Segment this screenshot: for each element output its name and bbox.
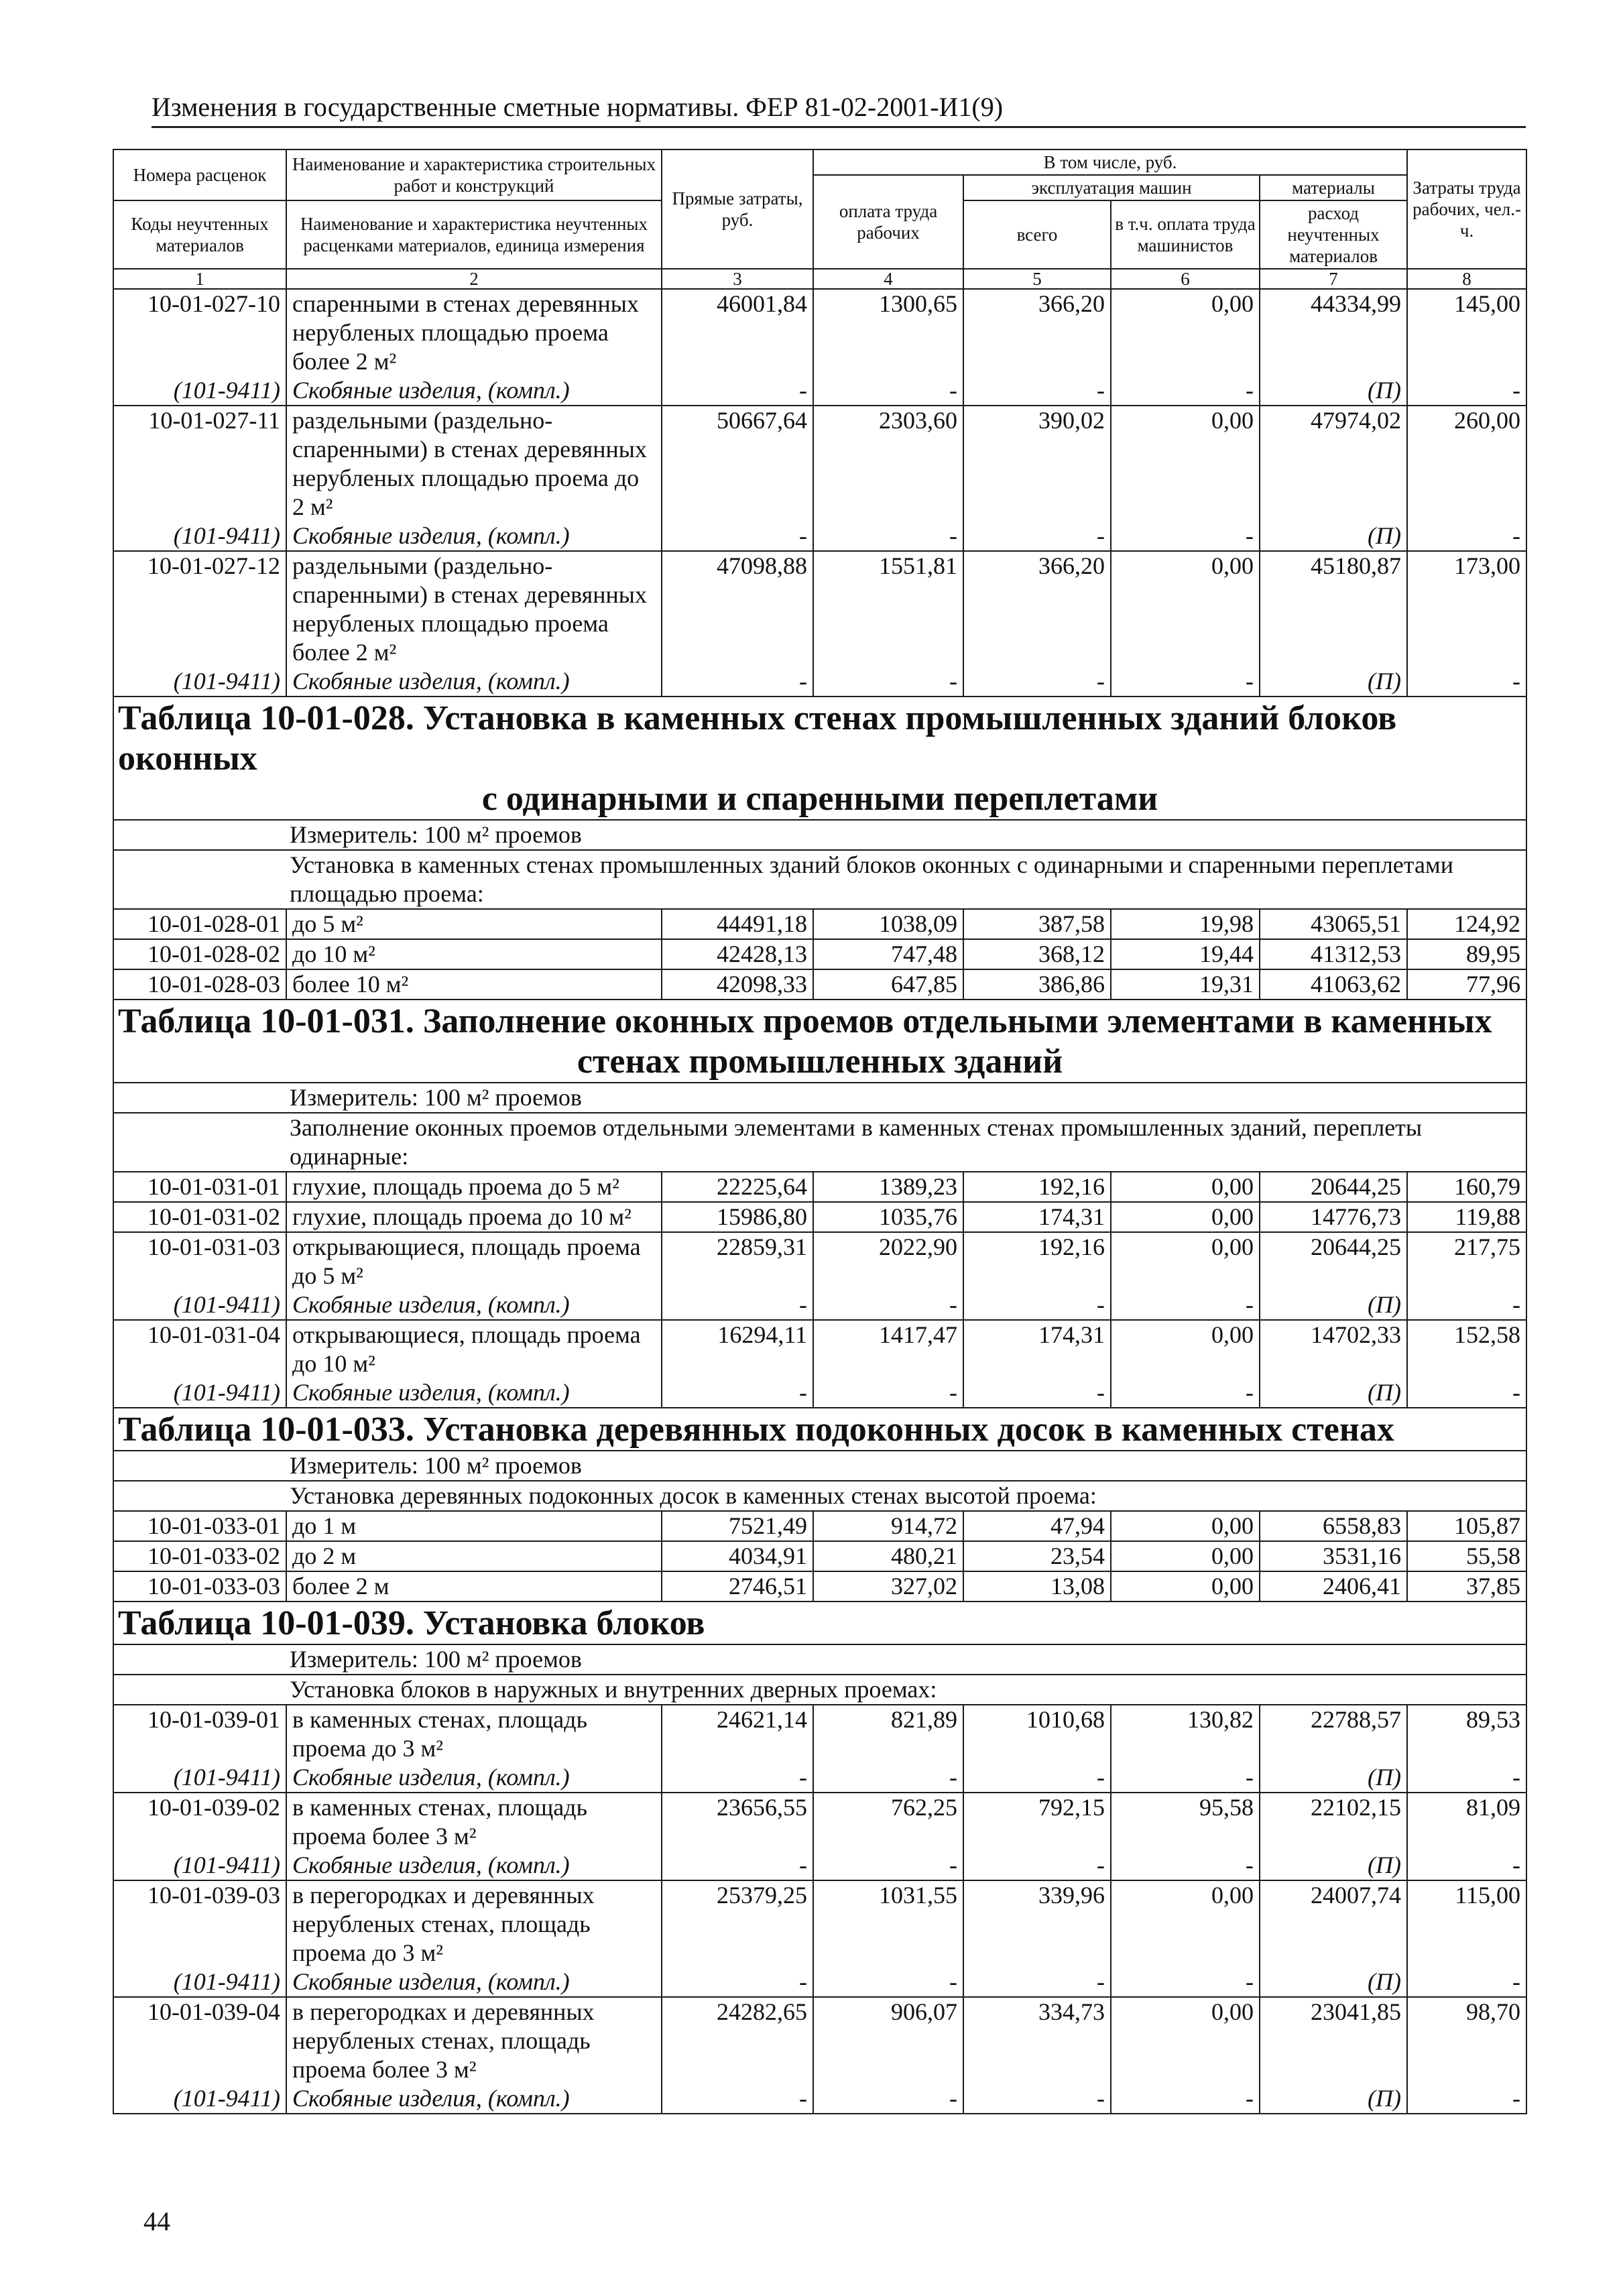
header-direct-costs: Прямые затраты, руб. bbox=[662, 149, 813, 269]
worker-pay: - bbox=[813, 1378, 963, 1408]
page-number: 44 bbox=[143, 2206, 170, 2236]
intro-row bbox=[113, 1481, 1526, 1511]
labor-hours: 81,09 bbox=[1407, 1793, 1526, 1851]
materials-cost: 20644,25 bbox=[1260, 1172, 1407, 1202]
worker-pay: 1300,65 bbox=[813, 289, 963, 376]
column-number: 1 bbox=[113, 269, 286, 289]
worker-pay: - bbox=[813, 1851, 963, 1880]
running-header: Изменения в государственные сметные нормативы. ФЕР 81-02-2001-И1(9) bbox=[152, 92, 1004, 122]
machines-total: - bbox=[963, 1378, 1111, 1408]
table-title-row bbox=[113, 697, 1526, 820]
machinist-pay: 0,00 bbox=[1111, 406, 1260, 522]
table-body bbox=[113, 289, 1526, 2114]
materials-cost: 6558,83 bbox=[1260, 1511, 1407, 1541]
labor-hours: 89,95 bbox=[1407, 939, 1526, 969]
materials-cost: (П) bbox=[1260, 2084, 1407, 2114]
table-title-row bbox=[113, 1602, 1526, 1644]
machines-total: 174,31 bbox=[963, 1202, 1111, 1232]
rate-code: 10-01-031-03 bbox=[113, 1232, 286, 1290]
table-title-line: Таблица 10-01-031. Заполнение оконных проемов отдельными элементами в каменных bbox=[118, 1002, 1492, 1040]
worker-pay: 821,89 bbox=[813, 1705, 963, 1763]
machinist-pay: - bbox=[1111, 2084, 1260, 2114]
direct-costs: 2746,51 bbox=[662, 1571, 813, 1602]
column-number: 2 bbox=[286, 269, 662, 289]
labor-hours: 115,00 bbox=[1407, 1880, 1526, 1968]
machinist-pay: 0,00 bbox=[1111, 289, 1260, 376]
header-rule bbox=[152, 126, 1526, 128]
machinist-pay: 0,00 bbox=[1111, 1571, 1260, 1602]
machinist-pay: 0,00 bbox=[1111, 1541, 1260, 1571]
labor-hours: - bbox=[1407, 667, 1526, 697]
header-worker-pay: оплата труда рабочих bbox=[813, 175, 963, 269]
direct-costs: - bbox=[662, 1968, 813, 1997]
worker-pay: 647,85 bbox=[813, 969, 963, 1000]
materials-cost: 24007,74 bbox=[1260, 1880, 1407, 1968]
labor-hours: - bbox=[1407, 1763, 1526, 1793]
material-code: (101-9411) bbox=[113, 1290, 286, 1320]
work-group-description: Заполнение оконных проемов отдельными элементами в каменных стенах промышленных зданий, переплеты одинарные: bbox=[113, 1113, 1526, 1172]
machines-total: 386,86 bbox=[963, 969, 1111, 1000]
materials-cost: 45180,87 bbox=[1260, 551, 1407, 667]
materials-cost: (П) bbox=[1260, 1968, 1407, 1997]
rate-code: 10-01-031-04 bbox=[113, 1320, 286, 1378]
materials-cost: 2406,41 bbox=[1260, 1571, 1407, 1602]
direct-costs: 44491,18 bbox=[662, 909, 813, 939]
machinist-pay: 0,00 bbox=[1111, 1232, 1260, 1290]
machines-total: 334,73 bbox=[963, 1997, 1111, 2084]
table-title-line: Таблица 10-01-028. Установка в каменных стенах промышленных зданий блоков оконных bbox=[118, 699, 1397, 778]
worker-pay: 762,25 bbox=[813, 1793, 963, 1851]
material-code: (101-9411) bbox=[113, 376, 286, 406]
direct-costs: - bbox=[662, 1290, 813, 1320]
measure-row bbox=[113, 820, 1526, 850]
machinist-pay: - bbox=[1111, 1851, 1260, 1880]
worker-pay: - bbox=[813, 522, 963, 551]
direct-costs: 42098,33 bbox=[662, 969, 813, 1000]
rate-row bbox=[113, 1172, 1526, 1202]
rate-code: 10-01-039-01 bbox=[113, 1705, 286, 1763]
materials-cost: 47974,02 bbox=[1260, 406, 1407, 522]
direct-costs: 22225,64 bbox=[662, 1172, 813, 1202]
rate-row bbox=[113, 289, 1526, 376]
measure-row bbox=[113, 1451, 1526, 1481]
rate-code: 10-01-039-03 bbox=[113, 1880, 286, 1968]
work-name: открывающиеся, площадь проема до 10 м² bbox=[286, 1320, 662, 1378]
direct-costs: 24621,14 bbox=[662, 1705, 813, 1763]
materials-cost: 22102,15 bbox=[1260, 1793, 1407, 1851]
labor-hours: 98,70 bbox=[1407, 1997, 1526, 2084]
material-row bbox=[113, 522, 1526, 551]
work-name: до 10 м² bbox=[286, 939, 662, 969]
work-name: более 10 м² bbox=[286, 969, 662, 1000]
materials-cost: 43065,51 bbox=[1260, 909, 1407, 939]
machinist-pay: 130,82 bbox=[1111, 1705, 1260, 1763]
direct-costs: 46001,84 bbox=[662, 289, 813, 376]
material-row bbox=[113, 667, 1526, 697]
rate-code: 10-01-033-03 bbox=[113, 1571, 286, 1602]
column-number: 8 bbox=[1407, 269, 1526, 289]
labor-hours: - bbox=[1407, 1851, 1526, 1880]
work-name: до 5 м² bbox=[286, 909, 662, 939]
materials-cost: (П) bbox=[1260, 376, 1407, 406]
work-name: в перегородках и деревянных нерубленых стенах, площадь проема более 3 м² bbox=[286, 1997, 662, 2084]
column-number-row bbox=[113, 269, 1526, 289]
machines-total: 13,08 bbox=[963, 1571, 1111, 1602]
labor-hours: 160,79 bbox=[1407, 1172, 1526, 1202]
work-group-description: Установка деревянных подоконных досок в каменных стенах высотой проема: bbox=[113, 1481, 1526, 1511]
column-number: 4 bbox=[813, 269, 963, 289]
header-material-names: Наименование и характеристика неучтенных расценками материалов, единица измерения bbox=[286, 200, 662, 269]
materials-cost: (П) bbox=[1260, 1290, 1407, 1320]
table-title-line: стенах промышленных зданий bbox=[577, 1042, 1063, 1081]
table-title bbox=[113, 697, 1526, 820]
table-title-row bbox=[113, 1000, 1526, 1083]
rate-row bbox=[113, 406, 1526, 522]
worker-pay: 2303,60 bbox=[813, 406, 963, 522]
header-machines-total: всего bbox=[963, 200, 1111, 269]
machines-total: - bbox=[963, 667, 1111, 697]
direct-costs: - bbox=[662, 667, 813, 697]
direct-costs: 24282,65 bbox=[662, 1997, 813, 2084]
machinist-pay: 0,00 bbox=[1111, 1880, 1260, 1968]
work-name: раздельными (раздельно-спаренными) в стенах деревянных нерубленых площадью проема более 2 м² bbox=[286, 551, 662, 667]
direct-costs: - bbox=[662, 2084, 813, 2114]
material-name: Скобяные изделия, (компл.) bbox=[286, 1290, 662, 1320]
rates-table bbox=[113, 149, 1527, 2114]
machines-total: 387,58 bbox=[963, 909, 1111, 939]
worker-pay: - bbox=[813, 1763, 963, 1793]
worker-pay: 1035,76 bbox=[813, 1202, 963, 1232]
direct-costs: - bbox=[662, 1763, 813, 1793]
direct-costs: - bbox=[662, 1378, 813, 1408]
material-row bbox=[113, 1763, 1526, 1793]
materials-cost: 44334,99 bbox=[1260, 289, 1407, 376]
labor-hours: 37,85 bbox=[1407, 1571, 1526, 1602]
material-code: (101-9411) bbox=[113, 667, 286, 697]
material-code: (101-9411) bbox=[113, 522, 286, 551]
machines-total: - bbox=[963, 376, 1111, 406]
worker-pay: 1031,55 bbox=[813, 1880, 963, 1968]
direct-costs: 50667,64 bbox=[662, 406, 813, 522]
machines-total: 368,12 bbox=[963, 939, 1111, 969]
labor-hours: - bbox=[1407, 1378, 1526, 1408]
worker-pay: - bbox=[813, 667, 963, 697]
intro-row bbox=[113, 1675, 1526, 1705]
machines-total: - bbox=[963, 1763, 1111, 1793]
machines-total: 366,20 bbox=[963, 551, 1111, 667]
direct-costs: 4034,91 bbox=[662, 1541, 813, 1571]
work-group-description: Установка в каменных стенах промышленных зданий блоков оконных с одинарными и спаренными переплетами площадью проема: bbox=[113, 850, 1526, 909]
table-title bbox=[113, 1602, 1526, 1644]
header-machine-operation: эксплуатация машин bbox=[963, 175, 1260, 200]
material-name: Скобяные изделия, (компл.) bbox=[286, 667, 662, 697]
header-machinist-pay: в т.ч. оплата труда машинистов bbox=[1111, 200, 1260, 269]
rate-code: 10-01-039-02 bbox=[113, 1793, 286, 1851]
labor-hours: 89,53 bbox=[1407, 1705, 1526, 1763]
intro-row bbox=[113, 850, 1526, 909]
rate-row bbox=[113, 1571, 1526, 1602]
rate-row bbox=[113, 1232, 1526, 1290]
measure-unit: Измеритель: 100 м² проемов bbox=[113, 1083, 1526, 1113]
direct-costs: - bbox=[662, 1851, 813, 1880]
materials-cost: 14702,33 bbox=[1260, 1320, 1407, 1378]
machinist-pay: - bbox=[1111, 376, 1260, 406]
worker-pay: 906,07 bbox=[813, 1997, 963, 2084]
labor-hours: 119,88 bbox=[1407, 1202, 1526, 1232]
labor-hours: - bbox=[1407, 1968, 1526, 1997]
column-number: 5 bbox=[963, 269, 1111, 289]
machines-total: 366,20 bbox=[963, 289, 1111, 376]
machines-total: 339,96 bbox=[963, 1880, 1111, 1968]
work-group-description: Установка блоков в наружных и внутренних дверных проемах: bbox=[113, 1675, 1526, 1705]
rate-code: 10-01-027-10 bbox=[113, 289, 286, 376]
measure-unit: Измеритель: 100 м² проемов bbox=[113, 1451, 1526, 1481]
worker-pay: 1389,23 bbox=[813, 1172, 963, 1202]
labor-hours: 77,96 bbox=[1407, 969, 1526, 1000]
worker-pay: 1551,81 bbox=[813, 551, 963, 667]
materials-cost: (П) bbox=[1260, 522, 1407, 551]
worker-pay: - bbox=[813, 376, 963, 406]
materials-cost: (П) bbox=[1260, 1763, 1407, 1793]
header-labor-hours: Затраты труда рабочих, чел.-ч. bbox=[1407, 149, 1526, 269]
worker-pay: - bbox=[813, 2084, 963, 2114]
rate-code: 10-01-027-12 bbox=[113, 551, 286, 667]
labor-hours: 173,00 bbox=[1407, 551, 1526, 667]
rate-row bbox=[113, 1880, 1526, 1968]
machinist-pay: - bbox=[1111, 1378, 1260, 1408]
direct-costs: 15986,80 bbox=[662, 1202, 813, 1232]
work-name: раздельными (раздельно-спаренными) в стенах деревянных нерубленых площадью проема до 2 м² bbox=[286, 406, 662, 522]
worker-pay: - bbox=[813, 1290, 963, 1320]
machines-total: 47,94 bbox=[963, 1511, 1111, 1541]
rate-code: 10-01-031-01 bbox=[113, 1172, 286, 1202]
materials-cost: 20644,25 bbox=[1260, 1232, 1407, 1290]
machinist-pay: 95,58 bbox=[1111, 1793, 1260, 1851]
worker-pay: 1417,47 bbox=[813, 1320, 963, 1378]
worker-pay: 1038,09 bbox=[813, 909, 963, 939]
intro-row bbox=[113, 1113, 1526, 1172]
machines-total: 23,54 bbox=[963, 1541, 1111, 1571]
machines-total: 1010,68 bbox=[963, 1705, 1111, 1763]
material-name: Скобяные изделия, (компл.) bbox=[286, 522, 662, 551]
worker-pay: 480,21 bbox=[813, 1541, 963, 1571]
column-number: 3 bbox=[662, 269, 813, 289]
labor-hours: 124,92 bbox=[1407, 909, 1526, 939]
machinist-pay: 0,00 bbox=[1111, 1172, 1260, 1202]
work-name: в каменных стенах, площадь проема до 3 м² bbox=[286, 1705, 662, 1763]
materials-cost: (П) bbox=[1260, 1851, 1407, 1880]
labor-hours: 55,58 bbox=[1407, 1541, 1526, 1571]
worker-pay: 327,02 bbox=[813, 1571, 963, 1602]
material-code: (101-9411) bbox=[113, 1763, 286, 1793]
rate-row bbox=[113, 969, 1526, 1000]
machinist-pay: 19,98 bbox=[1111, 909, 1260, 939]
materials-cost: (П) bbox=[1260, 667, 1407, 697]
rate-row bbox=[113, 1705, 1526, 1763]
rate-row bbox=[113, 909, 1526, 939]
column-number: 7 bbox=[1260, 269, 1407, 289]
machines-total: - bbox=[963, 522, 1111, 551]
material-row bbox=[113, 2084, 1526, 2114]
work-name: спаренными в стенах деревянных нерубленых площадью проема более 2 м² bbox=[286, 289, 662, 376]
header-material-codes: Коды неучтенных материалов bbox=[113, 200, 286, 269]
worker-pay: 2022,90 bbox=[813, 1232, 963, 1290]
header-rate-numbers: Номера расценок bbox=[113, 149, 286, 200]
material-code: (101-9411) bbox=[113, 1968, 286, 1997]
machinist-pay: 0,00 bbox=[1111, 1202, 1260, 1232]
materials-cost: 41312,53 bbox=[1260, 939, 1407, 969]
table-title-line: с одинарными и спаренными переплетами bbox=[481, 780, 1158, 818]
rate-row bbox=[113, 1541, 1526, 1571]
machinist-pay: - bbox=[1111, 1968, 1260, 1997]
machines-total: 174,31 bbox=[963, 1320, 1111, 1378]
rate-code: 10-01-028-02 bbox=[113, 939, 286, 969]
work-name: более 2 м bbox=[286, 1571, 662, 1602]
material-code: (101-9411) bbox=[113, 1851, 286, 1880]
material-code: (101-9411) bbox=[113, 2084, 286, 2114]
material-row bbox=[113, 1378, 1526, 1408]
material-code: (101-9411) bbox=[113, 1378, 286, 1408]
measure-row bbox=[113, 1083, 1526, 1113]
material-row bbox=[113, 1851, 1526, 1880]
rate-code: 10-01-033-02 bbox=[113, 1541, 286, 1571]
material-name: Скобяные изделия, (компл.) bbox=[286, 1851, 662, 1880]
machines-total: - bbox=[963, 1290, 1111, 1320]
direct-costs: 47098,88 bbox=[662, 551, 813, 667]
materials-cost: (П) bbox=[1260, 1378, 1407, 1408]
labor-hours: 105,87 bbox=[1407, 1511, 1526, 1541]
work-name: до 2 м bbox=[286, 1541, 662, 1571]
machines-total: 792,15 bbox=[963, 1793, 1111, 1851]
machines-total: - bbox=[963, 2084, 1111, 2114]
work-name: открывающиеся, площадь проема до 5 м² bbox=[286, 1232, 662, 1290]
direct-costs: - bbox=[662, 376, 813, 406]
rate-code: 10-01-028-03 bbox=[113, 969, 286, 1000]
work-name: глухие, площадь проема до 10 м² bbox=[286, 1202, 662, 1232]
material-name: Скобяные изделия, (компл.) bbox=[286, 1378, 662, 1408]
column-number: 6 bbox=[1111, 269, 1260, 289]
material-row bbox=[113, 1968, 1526, 1997]
table-title bbox=[113, 1408, 1526, 1451]
table-header bbox=[113, 149, 1526, 289]
materials-cost: 23041,85 bbox=[1260, 1997, 1407, 2084]
labor-hours: 217,75 bbox=[1407, 1232, 1526, 1290]
table-title-line: Таблица 10-01-039. Установка блоков bbox=[118, 1604, 705, 1642]
machines-total: - bbox=[963, 1968, 1111, 1997]
header-group-including: В том числе, руб. bbox=[813, 149, 1407, 175]
header-unaccounted-materials: расход неучтенных материалов bbox=[1260, 200, 1407, 269]
work-name: в каменных стенах, площадь проема более 3 м² bbox=[286, 1793, 662, 1851]
direct-costs: 42428,13 bbox=[662, 939, 813, 969]
machinist-pay: 19,31 bbox=[1111, 969, 1260, 1000]
table-title bbox=[113, 1000, 1526, 1083]
rate-code: 10-01-033-01 bbox=[113, 1511, 286, 1541]
material-name: Скобяные изделия, (компл.) bbox=[286, 2084, 662, 2114]
direct-costs: 22859,31 bbox=[662, 1232, 813, 1290]
header-work-name: Наименование и характеристика строительных работ и конструкций bbox=[286, 149, 662, 200]
rate-row bbox=[113, 1511, 1526, 1541]
material-row bbox=[113, 1290, 1526, 1320]
direct-costs: 23656,55 bbox=[662, 1793, 813, 1851]
material-row bbox=[113, 376, 1526, 406]
machinist-pay: 0,00 bbox=[1111, 1997, 1260, 2084]
machinist-pay: - bbox=[1111, 522, 1260, 551]
direct-costs: 25379,25 bbox=[662, 1880, 813, 1968]
machinist-pay: - bbox=[1111, 1290, 1260, 1320]
worker-pay: 747,48 bbox=[813, 939, 963, 969]
direct-costs: 16294,11 bbox=[662, 1320, 813, 1378]
rate-row bbox=[113, 1997, 1526, 2084]
labor-hours: 145,00 bbox=[1407, 289, 1526, 376]
labor-hours: - bbox=[1407, 2084, 1526, 2114]
labor-hours: - bbox=[1407, 1290, 1526, 1320]
rate-code: 10-01-039-04 bbox=[113, 1997, 286, 2084]
rate-row bbox=[113, 939, 1526, 969]
measure-unit: Измеритель: 100 м² проемов bbox=[113, 820, 1526, 850]
labor-hours: 152,58 bbox=[1407, 1320, 1526, 1378]
rate-code: 10-01-027-11 bbox=[113, 406, 286, 522]
machines-total: 192,16 bbox=[963, 1232, 1111, 1290]
rate-code: 10-01-028-01 bbox=[113, 909, 286, 939]
machinist-pay: 0,00 bbox=[1111, 551, 1260, 667]
machinist-pay: - bbox=[1111, 667, 1260, 697]
materials-cost: 22788,57 bbox=[1260, 1705, 1407, 1763]
machines-total: 192,16 bbox=[963, 1172, 1111, 1202]
material-name: Скобяные изделия, (компл.) bbox=[286, 376, 662, 406]
materials-cost: 14776,73 bbox=[1260, 1202, 1407, 1232]
worker-pay: 914,72 bbox=[813, 1511, 963, 1541]
machinist-pay: - bbox=[1111, 1763, 1260, 1793]
machinist-pay: 19,44 bbox=[1111, 939, 1260, 969]
labor-hours: - bbox=[1407, 376, 1526, 406]
table-title-row bbox=[113, 1408, 1526, 1451]
worker-pay: - bbox=[813, 1968, 963, 1997]
table-title-line: Таблица 10-01-033. Установка деревянных подоконных досок в каменных стенах bbox=[118, 1410, 1394, 1449]
rate-row bbox=[113, 1202, 1526, 1232]
materials-cost: 41063,62 bbox=[1260, 969, 1407, 1000]
measure-row bbox=[113, 1644, 1526, 1675]
machinist-pay: 0,00 bbox=[1111, 1320, 1260, 1378]
work-name: до 1 м bbox=[286, 1511, 662, 1541]
materials-cost: 3531,16 bbox=[1260, 1541, 1407, 1571]
material-name: Скобяные изделия, (компл.) bbox=[286, 1968, 662, 1997]
header-materials: материалы bbox=[1260, 175, 1407, 200]
machines-total: 390,02 bbox=[963, 406, 1111, 522]
rate-row bbox=[113, 1793, 1526, 1851]
rate-code: 10-01-031-02 bbox=[113, 1202, 286, 1232]
work-name: в перегородках и деревянных нерубленых стенах, площадь проема до 3 м² bbox=[286, 1880, 662, 1968]
labor-hours: - bbox=[1407, 522, 1526, 551]
machinist-pay: 0,00 bbox=[1111, 1511, 1260, 1541]
rate-row bbox=[113, 551, 1526, 667]
rate-row bbox=[113, 1320, 1526, 1378]
machines-total: - bbox=[963, 1851, 1111, 1880]
material-name: Скобяные изделия, (компл.) bbox=[286, 1763, 662, 1793]
direct-costs: 7521,49 bbox=[662, 1511, 813, 1541]
work-name: глухие, площадь проема до 5 м² bbox=[286, 1172, 662, 1202]
direct-costs: - bbox=[662, 522, 813, 551]
measure-unit: Измеритель: 100 м² проемов bbox=[113, 1644, 1526, 1675]
labor-hours: 260,00 bbox=[1407, 406, 1526, 522]
